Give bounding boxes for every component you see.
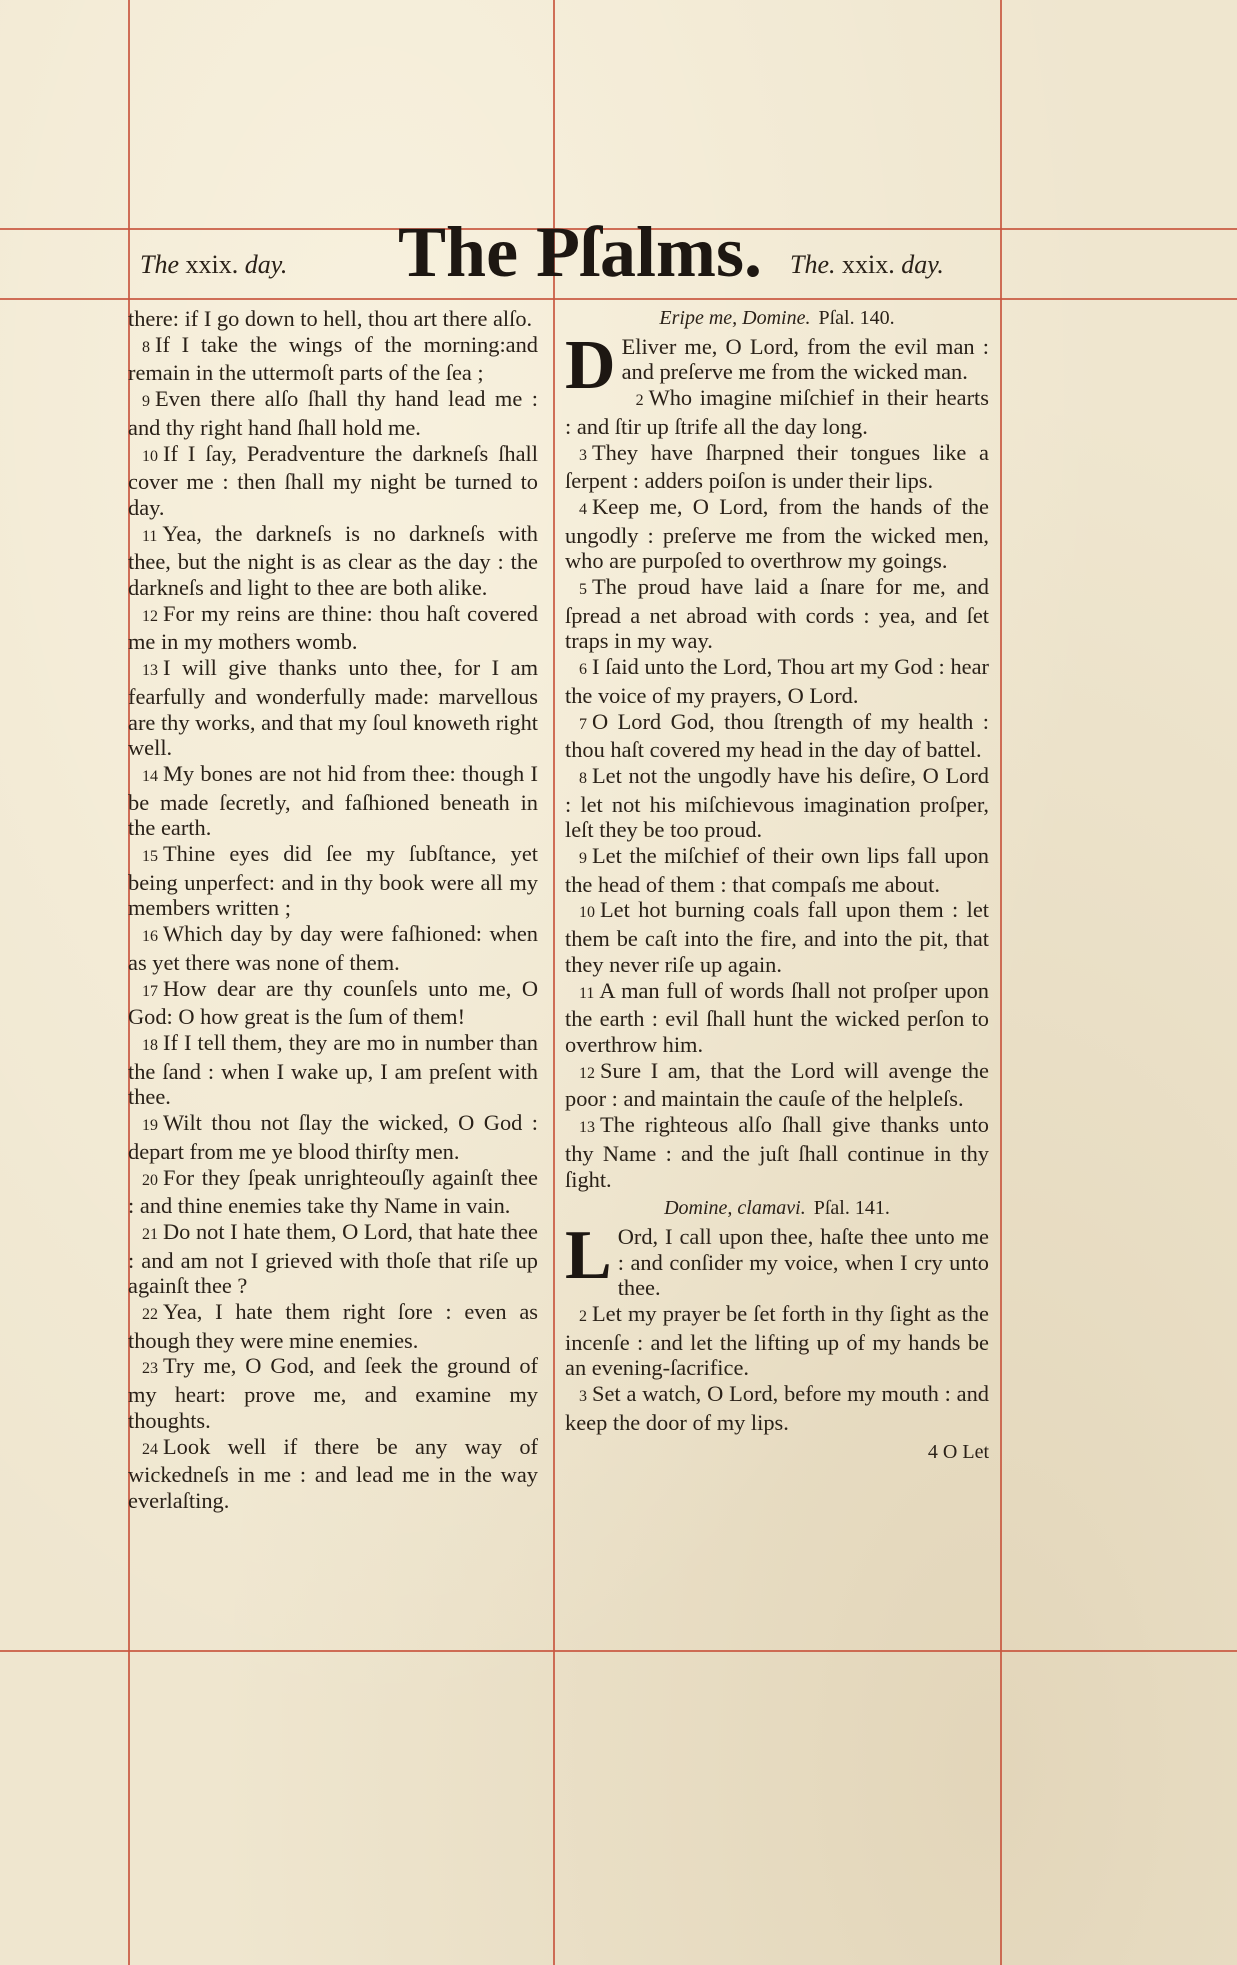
verse <box>565 843 989 897</box>
verse-number: 10 <box>142 447 158 465</box>
verse-text: there: if I go down to hell, thou art there alſo. <box>128 306 533 331</box>
verse-text: Let hot burning coals fall upon them : let them be caſt into the fire, and into the pit, that they never riſe up again. <box>565 897 989 977</box>
psalm-140-verse-1 <box>565 326 989 404</box>
verse <box>565 1058 989 1112</box>
verse <box>565 1112 989 1192</box>
verse-text: A man full of words ſhall not proſper upon the earth : evil ſhall hunt the wicked perſon to overthrow him. <box>565 977 989 1057</box>
verse-text: Yea, I hate them right ſore : even as though they were mine enemies. <box>128 1299 538 1353</box>
right-column <box>565 306 989 1465</box>
verse-number: 13 <box>579 1119 595 1137</box>
header-rule-bottom <box>0 298 1237 300</box>
verse <box>565 709 989 763</box>
verse-number: 16 <box>142 928 158 946</box>
psalm-141-number: Pſal. 141. <box>813 1197 890 1220</box>
verse-text: They have ſharpned their tongues like a ſerpent : adders poiſon is under their lips. <box>565 439 989 494</box>
verse-number: 8 <box>142 338 150 356</box>
right-margin-rule <box>1000 0 1002 1965</box>
verse-number: 21 <box>142 1225 158 1243</box>
verse <box>128 1110 538 1164</box>
verse <box>565 385 989 439</box>
verse <box>128 976 538 1030</box>
verse-number: 22 <box>142 1306 158 1324</box>
verse <box>565 897 989 977</box>
verse-text: The righteous alſo ſhall give thanks unto thy Name : and the juſt ſhall continue in thy ſight. <box>565 1112 989 1192</box>
verse <box>128 601 538 655</box>
verse-text: For my reins are thine: thou haſt covered me in my mothers womb. <box>128 600 538 655</box>
verse-number: 2 <box>579 1308 587 1326</box>
verse <box>565 1301 989 1381</box>
verse <box>128 1030 538 1110</box>
verse-text: Set a watch, O Lord, before my mouth : and keep the door of my lips. <box>565 1381 989 1435</box>
page-title: The Pſalms. <box>398 212 763 292</box>
psalm-140-incipit: Eripe me, Domine. <box>659 307 811 329</box>
verse-text: Who imagine miſchief in their hearts : and ſtir up ſtrife all the day long. <box>565 385 989 439</box>
verse-number: 7 <box>579 715 587 733</box>
verse-text: Which day by day were faſhioned: when as yet there was none of them. <box>128 921 538 975</box>
verse <box>128 306 538 332</box>
verse-text: If I take the wings of the morning:and remain in the uttermoſt parts of the ſea ; <box>128 331 538 386</box>
verse-text: Let my prayer be ſet forth in thy ſight as the incenſe : and let the lifting up of my hands be an evening-ſacrifice. <box>565 1301 989 1381</box>
verse-text: Wilt thou not ſlay the wicked, O God : depart from me ye blood thirſty men. <box>128 1110 538 1164</box>
psalm-140-number: Pſal. 140. <box>818 307 895 329</box>
verse-text: Keep me, O Lord, from the hands of the ungodly : preſerve me from the wicked men, who are purpoſed to overthrow my goings. <box>565 493 989 574</box>
verse-text: If I tell them, they are mo in number than the ſand : when I wake up, I am preſent with thee. <box>128 1029 538 1110</box>
verse <box>128 1434 538 1514</box>
verse-text: Let not the ungodly have his deſire, O Lord : let not his miſchievous imagination proſper, leſt they be too proud. <box>565 762 989 843</box>
verse-number: 2 <box>635 392 644 410</box>
verse-text: For they ſpeak unrighteouſly againſt thee : and thine enemies take thy Name in vain. <box>128 1164 538 1219</box>
verse <box>128 1299 538 1353</box>
verse <box>128 655 538 761</box>
verse-number: 19 <box>142 1117 158 1135</box>
verse-number: 13 <box>142 662 158 680</box>
verse <box>565 440 989 494</box>
psalm-141-incipit: Domine, clamavi. <box>664 1197 806 1220</box>
verse-number: 3 <box>579 1388 587 1406</box>
verse-number: 9 <box>579 850 587 868</box>
verse-number: 10 <box>579 904 595 922</box>
left-column <box>128 306 538 1514</box>
verse-number: 8 <box>579 769 587 787</box>
psalm-141-verse-1 <box>565 1216 989 1301</box>
verse-number: 15 <box>142 848 158 866</box>
verse-text: The proud have laid a ſnare for me, and ſpread a net abroad with cords : yea, and ſet traps in my way. <box>565 574 989 654</box>
drop-cap: D <box>565 326 616 404</box>
verse-text: I ſaid unto the Lord, Thou art my God : hear the voice of my prayers, O Lord. <box>565 654 989 708</box>
psalm-141-verses <box>565 1301 989 1436</box>
verse <box>128 1353 538 1433</box>
verse <box>128 761 538 841</box>
verse-number: 11 <box>579 984 595 1002</box>
verse <box>565 763 989 843</box>
catchword: 4 O Let <box>927 1440 989 1463</box>
verse <box>128 841 538 921</box>
day-numeral: xxix. <box>185 250 239 279</box>
verse-number: 3 <box>579 446 587 464</box>
center-rule <box>553 0 555 1965</box>
verse <box>128 441 538 521</box>
day-suffix: day. <box>901 250 944 279</box>
verse <box>128 1219 538 1299</box>
day-prefix: The. <box>790 250 836 279</box>
verse-number: 14 <box>142 767 158 785</box>
verse-text: Eliver me, O Lord, from the evil man : and preſerve me from the wicked man. <box>621 333 989 385</box>
verse-number: 6 <box>579 661 587 679</box>
verse <box>128 332 538 386</box>
verse <box>565 1381 989 1435</box>
verse-text: O Lord God, thou ſtrength of my health : thou haſt covered my head in the day of battel. <box>565 708 989 763</box>
verse-number: 5 <box>579 581 587 599</box>
verse-number: 17 <box>142 982 158 1000</box>
footer-rule <box>0 1650 1237 1652</box>
verse-number: 12 <box>142 607 158 625</box>
psalm-141-heading <box>565 1196 989 1222</box>
verse-text: Sure I am, that the Lord will avenge the poor : and maintain the cauſe of the helpleſs. <box>565 1057 989 1112</box>
verse-text: If I ſay, Peradventure the darkneſs ſhall cover me : then ſhall my night be turned to day. <box>128 440 538 520</box>
running-head-left <box>140 250 287 280</box>
verse-number: 23 <box>142 1360 158 1378</box>
verse-text: Yea, the darkneſs is no darkneſs with thee, but the night is as clear as the day : the darkneſs and light to thee are both alike. <box>128 520 538 601</box>
psalm-140-heading <box>565 306 989 332</box>
verse-number: 12 <box>579 1064 595 1082</box>
verse <box>565 654 989 708</box>
verse-text: I will give thanks unto thee, for I am fearfully and wonderfully made: marvellous are thy works, and that my ſoul knoweth right well. <box>128 655 538 761</box>
verse <box>565 574 989 654</box>
verse-number: 20 <box>142 1171 158 1189</box>
psalm-140-verses <box>565 385 989 1192</box>
verse-number: 4 <box>579 500 587 518</box>
day-suffix: day. <box>244 250 288 279</box>
verse-number: 11 <box>142 527 158 545</box>
verse-text: How dear are thy counſels unto me, O God: O how great is the ſum of them! <box>128 975 538 1030</box>
verse-number: 18 <box>142 1036 158 1054</box>
day-numeral: xxix. <box>842 250 895 279</box>
verse-text: Ord, I call upon thee, haſte thee unto me : and conſider my voice, when I cry unto thee. <box>617 1223 989 1301</box>
verse <box>565 494 989 574</box>
verse-number: 24 <box>142 1440 158 1458</box>
verse <box>128 921 538 975</box>
verse-text: Let the miſchief of their own lips fall upon the head of them : that compaſs me about. <box>565 843 989 897</box>
verse-text: My bones are not hid from thee: though I be made ſecretly, and faſhioned beneath in the earth. <box>128 760 538 841</box>
verse-text: Look well if there be any way of wickedneſs in me : and lead me in the way everlaſting. <box>128 1433 538 1513</box>
drop-cap: L <box>565 1216 612 1294</box>
verse-text: Do not I hate them, O Lord, that hate thee : and am not I grieved with thoſe that riſe up againſt thee ? <box>128 1218 538 1299</box>
verse <box>128 1165 538 1219</box>
verse <box>128 521 538 601</box>
verse-text: Even there alſo ſhall thy hand lead me : and thy right hand ſhall hold me. <box>128 386 538 440</box>
verse <box>565 978 989 1058</box>
verse-text: Thine eyes did ſee my ſubſtance, yet being unperfect: and in thy book were all my members written ; <box>128 841 538 921</box>
running-head-right <box>790 250 944 280</box>
verse-number: 9 <box>142 393 150 411</box>
day-prefix: The <box>140 250 179 279</box>
verse-text: Try me, O God, and ſeek the ground of my heart: prove me, and examine my thoughts. <box>128 1353 538 1433</box>
verse <box>128 386 538 440</box>
